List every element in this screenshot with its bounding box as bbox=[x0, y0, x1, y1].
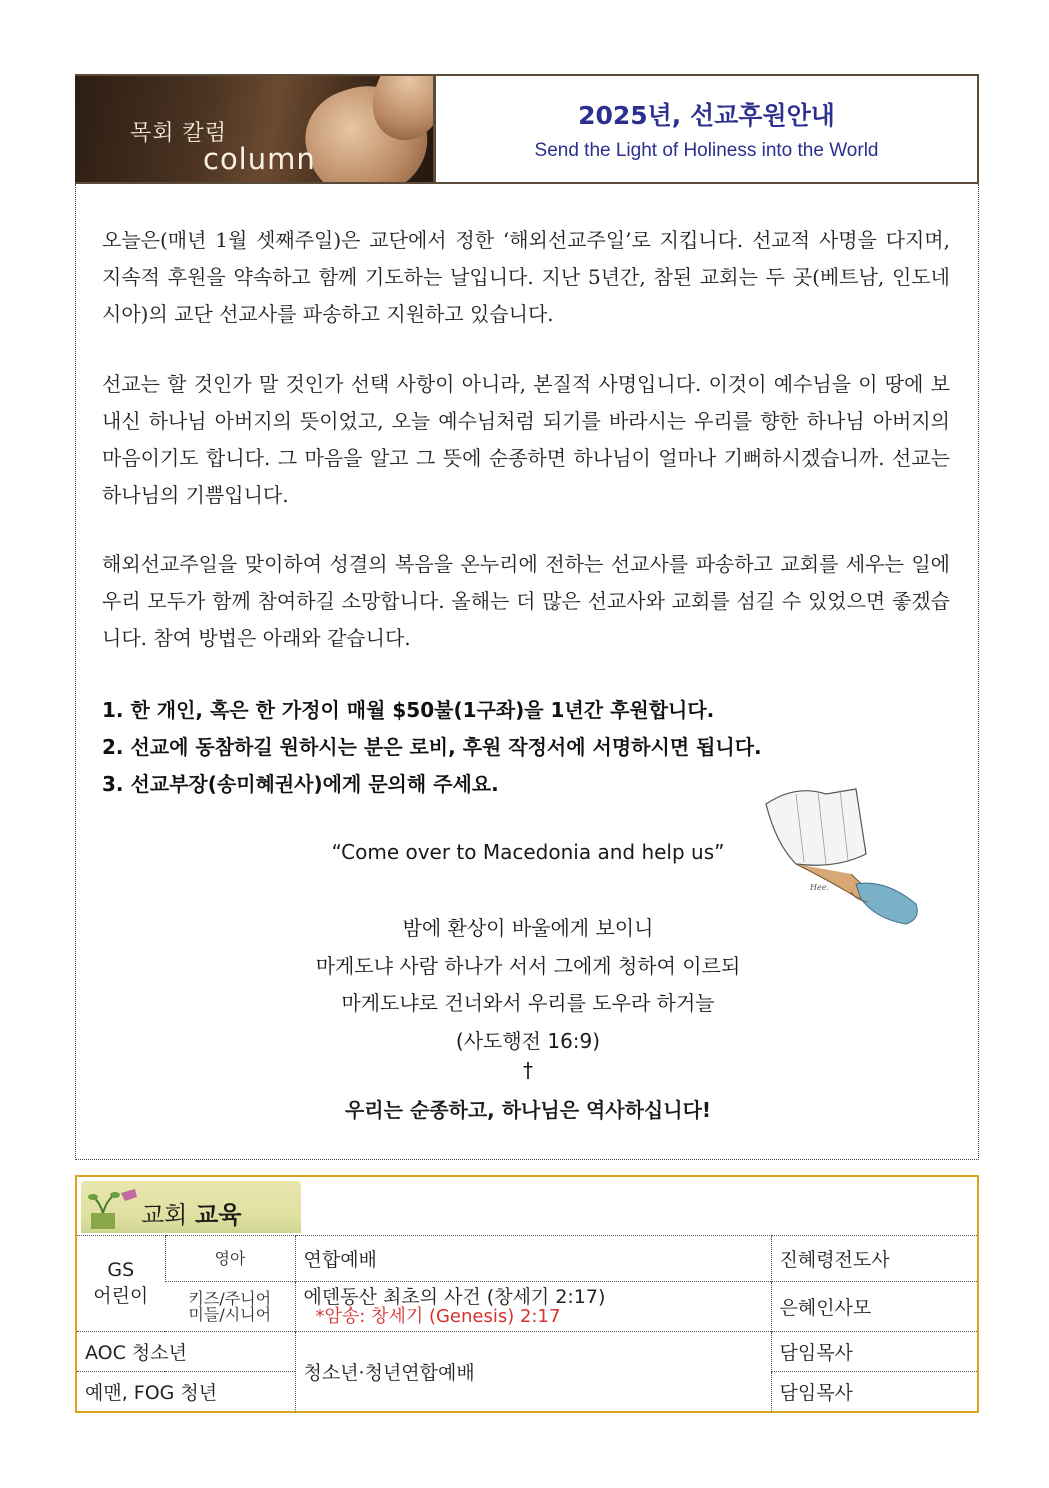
kids-cell bbox=[165, 1282, 295, 1332]
list-item: 3. 선교부장(송미혜권사)에게 문의해 주세요. bbox=[102, 772, 499, 796]
praying-hands-banner bbox=[75, 76, 433, 182]
verse-line: 밤에 환상이 바울에게 보이니 bbox=[402, 916, 654, 940]
cross-icon: † bbox=[523, 1058, 533, 1082]
education-table bbox=[77, 1235, 977, 1412]
education-title-bold: 교육 bbox=[195, 1201, 242, 1229]
page-subtitle: Send the Light of Holiness into the World bbox=[534, 140, 879, 161]
joint-worship-cell: 연합예배 bbox=[295, 1236, 771, 1282]
column-label-english: column bbox=[203, 142, 316, 176]
artist-signature: Hee. bbox=[810, 883, 829, 892]
church-education-section bbox=[75, 1175, 979, 1413]
table-row bbox=[77, 1282, 977, 1332]
leader-cell: 진혜령전도사 bbox=[771, 1236, 977, 1282]
title-box bbox=[433, 76, 979, 182]
motto: 우리는 순종하고, 하나님은 역사하십니다! bbox=[344, 1098, 712, 1122]
kids-line: 키즈/주니어 bbox=[188, 1288, 272, 1308]
children-label: 어린이 bbox=[93, 1285, 149, 1307]
sermon-title: 에덴동산 최초의 사건 (창세기 2:17) bbox=[303, 1285, 606, 1308]
list-item: 1. 한 개인, 혹은 한 가정이 매월 $50불(1구좌)을 1년간 후원합니다. bbox=[102, 698, 715, 722]
column-body bbox=[75, 184, 979, 1160]
education-banner bbox=[81, 1181, 301, 1233]
table-row bbox=[77, 1332, 977, 1372]
sermon-cell bbox=[295, 1282, 771, 1332]
paragraph-1: 오늘은(매년 1월 셋째주일)은 교단에서 정한 ‘해외선교주일’로 지킵니다. 선교적 사명을 다지며, 지속적 후원을 약속하고 함께 기도하는 날입니다. 지난 5년간, 참된 교회는 두 곳(베트남, 인도네시아)의 교단 선교사를 파송하고 지원하고 있습니다. bbox=[102, 228, 950, 326]
list-item: 2. 선교에 동참하길 원하시는 분은 로비, 후원 작정서에 서명하시면 됩니다. bbox=[102, 735, 762, 759]
yemaen-cell: 예맨, FOG 청년 bbox=[77, 1372, 295, 1412]
leader-cell: 담임목사 bbox=[771, 1372, 977, 1412]
youth-worship-cell: 청소년·청년연합예배 bbox=[295, 1332, 771, 1412]
leader-cell: 은혜인사모 bbox=[771, 1282, 977, 1332]
education-title bbox=[141, 1195, 241, 1230]
education-title-plain: 교회 bbox=[141, 1201, 188, 1229]
aoc-cell: AOC 청소년 bbox=[77, 1332, 295, 1372]
paragraph-3: 해외선교주일을 맞이하여 성결의 복음을 온누리에 전하는 선교사를 파송하고 교회를 세우는 일에 우리 모두가 함께 참여하길 소망합니다. 올해는 더 많은 선교사와 교회를 섬길 수 있었으면 좋겠습니다. 참여 방법은 아래와 같습니다. bbox=[102, 552, 950, 650]
memory-verse: *암송: 창세기 (Genesis) 2:17 bbox=[315, 1305, 561, 1327]
infant-cell: 영아 bbox=[165, 1236, 295, 1282]
quote: “Come over to Macedonia and help us” bbox=[331, 840, 725, 864]
column-label-korean: 목회 칼럼 bbox=[130, 121, 228, 146]
verse-reference: (사도행전 16:9) bbox=[455, 1028, 601, 1053]
kids-line: 미들/시니어 bbox=[188, 1304, 272, 1324]
watering-can-icon bbox=[85, 1187, 141, 1231]
page-title: 2025년, 선교후원안내 bbox=[578, 101, 835, 130]
column-header bbox=[75, 74, 979, 184]
leader-cell: 담임목사 bbox=[771, 1332, 977, 1372]
gs-children-cell bbox=[77, 1236, 165, 1332]
scripture-verses bbox=[76, 910, 980, 1060]
verse-line: 마게도냐 사람 하나가 서서 그에게 청하여 이르되 bbox=[315, 953, 741, 978]
table-row bbox=[77, 1236, 977, 1282]
paragraph-2: 선교는 할 것인가 말 것인가 선택 사항이 아니라, 본질적 사명입니다. 이것이 예수님을 이 땅에 보내신 하나님 아버지의 뜻이었고, 오늘 예수님처럼 되기를 바라시는 우리를 향한 하나님 아버지의 마음이기도 합니다. 그 마음을 알고 그 뜻에 순종하면 하나님이 얼마나 기뻐하시겠습니까. 선교는 하나님의 기쁨입니다. bbox=[102, 372, 950, 507]
gs-label: GS bbox=[107, 1259, 135, 1281]
verse-line: 마게도냐로 건너와서 우리를 도우라 하거늘 bbox=[341, 991, 715, 1015]
